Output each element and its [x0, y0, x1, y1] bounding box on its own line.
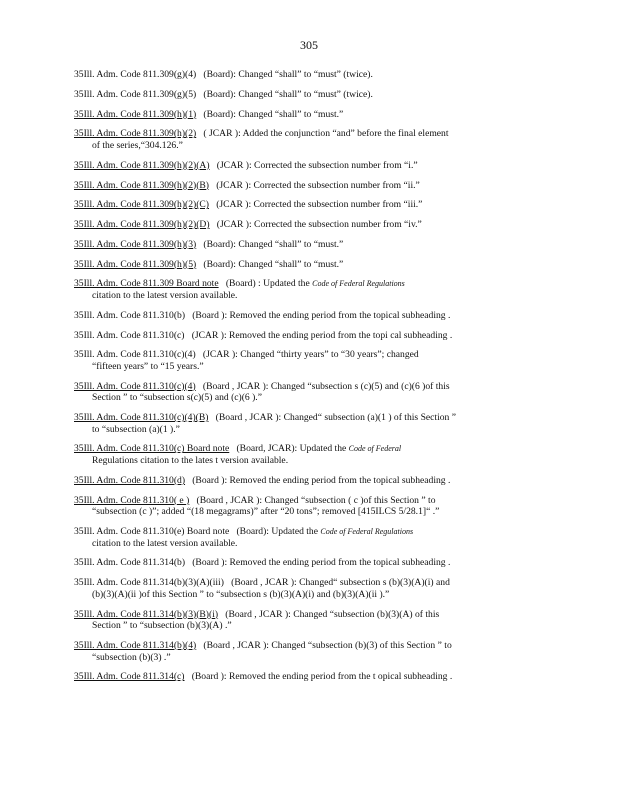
entry-description: (Board , JCAR ): Changed “subsection (b)(3)(A) of this	[225, 608, 440, 620]
entry-citation: 35Ill. Adm. Code 811.310(e) Board note	[74, 526, 230, 537]
amendment-entry	[74, 526, 544, 549]
amendment-entry	[74, 278, 544, 301]
amendment-entry	[74, 160, 544, 172]
entry-continuation: citation to the latest version available.	[92, 537, 238, 549]
entry-first-line	[74, 526, 544, 538]
entry-description: (Board , JCAR ): Changed “subsection (b)(3) of this Section ” to	[203, 639, 452, 651]
entry-citation: 35Ill. Adm. Code 811.314(b)	[74, 557, 186, 569]
entry-description: (Board, JCAR): Updated the	[236, 443, 347, 455]
entry-description: (Board , JCAR ): Changed“ subsection (a)(1 ) of this Section ”	[215, 412, 456, 424]
entry-first-line	[74, 381, 544, 393]
entry-first-line	[74, 180, 544, 192]
entry-description: (Board ): Removed the ending period from the topical subheading .	[192, 474, 451, 486]
entries-list	[74, 69, 544, 691]
entry-citation: 35Ill. Adm. Code 811.310(c)	[74, 329, 185, 341]
entry-first-line	[74, 259, 544, 271]
entry-citation: 35Ill. Adm. Code 811.310( e )	[74, 494, 190, 506]
entry-citation: 35Ill. Adm. Code 811.310(c)(4)	[74, 349, 196, 361]
entry-first-line	[74, 128, 544, 140]
amendment-entry	[74, 349, 544, 372]
entry-citation: 35Ill. Adm. Code 811.309(h)(2)(A)	[74, 159, 210, 171]
entry-first-line	[74, 219, 544, 231]
entry-citation: 35Ill. Adm. Code 811.310(c) Board note	[74, 443, 230, 455]
entry-description: (JCAR ): Corrected the subsection number from “ii.”	[216, 179, 420, 191]
entry-description: (Board ): Removed the ending period from the topical subheading .	[192, 309, 451, 321]
entry-citation: 35Ill. Adm. Code 811.310(c)(4)	[74, 380, 196, 392]
entry-description: (Board ): Removed the ending period from the t opical subheading .	[191, 671, 453, 683]
entry-continuation: “subsection (c )”; added “(18 megagrams)” after “20 tons”; removed [415ILCS 5/28.1]“ .”	[92, 506, 440, 518]
entry-continuation: Section ” to “subsection (b)(3)(A) .”	[92, 620, 232, 632]
entry-first-line	[74, 310, 544, 322]
entry-description: (JCAR ): Corrected the subsection number from “iii.”	[216, 199, 423, 211]
entry-citation: 35Ill. Adm. Code 811.309(h)(1)	[74, 108, 197, 120]
entry-citation: 35Ill. Adm. Code 811.310(d)	[74, 474, 186, 486]
amendment-entry	[74, 577, 544, 600]
entry-first-line	[74, 239, 544, 251]
amendment-entry	[74, 89, 544, 101]
entry-first-line	[74, 330, 544, 342]
entry-description: (Board ): Removed the ending period from the topical subheading .	[192, 557, 451, 569]
amendment-entry	[74, 443, 544, 466]
entry-first-line	[74, 278, 544, 290]
amendment-entry	[74, 180, 544, 192]
entry-first-line	[74, 412, 544, 424]
amendment-entry	[74, 475, 544, 487]
entry-description: (Board): Changed “shall” to “must” (twice).	[203, 69, 373, 80]
amendment-entry	[74, 557, 544, 569]
entry-citation: 35Ill. Adm. Code 811.310(b)	[74, 309, 186, 321]
entry-first-line	[74, 199, 544, 211]
entry-description: (Board): Updated the	[236, 526, 318, 537]
entry-description: (JCAR ): Corrected the subsection number from “iv.”	[216, 219, 422, 231]
entry-continuation: citation to the latest version available.	[92, 290, 238, 301]
amendment-entry	[74, 640, 544, 663]
page-number: 305	[300, 38, 318, 52]
entry-citation: 35Ill. Adm. Code 811.309 Board note	[74, 278, 219, 290]
entry-description: (JCAR ): Removed the ending period from the topi cal subheading .	[191, 329, 453, 341]
amendment-entry	[74, 495, 544, 518]
entry-italic-title: Code of Federal Regulations	[312, 279, 405, 289]
entry-continuation: “subsection (b)(3) .”	[92, 651, 171, 663]
entry-italic-title: Code of Federal	[348, 444, 402, 454]
entry-citation: 35Ill. Adm. Code 811.309(h)(5)	[74, 258, 197, 270]
entry-description: (Board): Changed “shall” to “must.”	[203, 258, 344, 270]
amendment-entry	[74, 609, 544, 632]
entry-description: (Board , JCAR ): Changed“ subsection s (b)(3)(A)(i) and	[231, 577, 450, 589]
entry-description: (Board): Changed “shall” to “must.”	[203, 238, 344, 250]
amendment-entry	[74, 128, 544, 151]
entry-description: ( JCAR ): Added the conjunction “and” before the final element	[203, 128, 449, 140]
entry-first-line	[74, 577, 544, 589]
entry-first-line	[74, 475, 544, 487]
amendment-entry	[74, 259, 544, 271]
entry-citation: 35Ill. Adm. Code 811.314(b)(3)(B)(i)	[74, 608, 219, 620]
entry-citation: 35Ill. Adm. Code 811.309(h)(3)	[74, 238, 197, 250]
amendment-entry	[74, 310, 544, 322]
entry-citation: 35Ill. Adm. Code 811.310(c)(4)(B)	[74, 412, 209, 424]
amendment-entry	[74, 109, 544, 121]
entry-continuation: Section ” to “subsection s(c)(5) and (c)(6 ).”	[92, 392, 262, 404]
amendment-entry	[74, 69, 544, 81]
amendment-entry	[74, 330, 544, 342]
entry-first-line	[74, 609, 544, 621]
entry-first-line	[74, 495, 544, 507]
entry-description: (JCAR ): Corrected the subsection number from “i.”	[216, 159, 418, 171]
entry-citation: 35Ill. Adm. Code 811.309(h)(2)(C)	[74, 199, 210, 211]
entry-citation: 35Ill. Adm. Code 811.309(h)(2)(D)	[74, 219, 210, 231]
entry-description: (JCAR ): Changed “thirty years” to “30 years”; changed	[202, 349, 419, 361]
entry-citation: 35Ill. Adm. Code 811.309(h)(2)	[74, 128, 197, 140]
entry-continuation: to “subsection (a)(1 ).”	[92, 423, 180, 435]
entry-first-line	[74, 89, 544, 101]
entry-citation: 35Ill. Adm. Code 811.314(b)(3)(A)(iii)	[74, 577, 224, 589]
entry-first-line	[74, 160, 544, 172]
entry-citation: 35Ill. Adm. Code 811.309(g)(5)	[74, 88, 197, 100]
amendment-entry	[74, 381, 544, 404]
entry-first-line	[74, 69, 544, 81]
entry-description: (Board , JCAR ): Changed “subsection ( c )of this Section ” to	[196, 494, 436, 506]
entry-first-line	[74, 443, 544, 455]
entry-first-line	[74, 109, 544, 121]
entry-continuation: of the series,“304.126.”	[92, 139, 183, 151]
entry-first-line	[74, 557, 544, 569]
amendment-entry	[74, 671, 544, 683]
amendment-entry	[74, 412, 544, 435]
amendment-entry	[74, 199, 544, 211]
entry-description: (Board) : Updated the	[225, 278, 310, 290]
entry-italic-title: Code of Federal Regulations	[320, 527, 414, 536]
entry-description: (Board , JCAR ): Changed “subsection s (c)(5) and (c)(6 )of this	[202, 380, 450, 392]
entry-continuation: “fifteen years” to “15 years.”	[92, 360, 204, 372]
entry-citation: 35Ill. Adm. Code 811.309(g)(4)	[74, 69, 197, 80]
entry-description: (Board): Changed “shall” to “must” (twice).	[203, 88, 373, 100]
entry-citation: 35Ill. Adm. Code 811.314(b)(4)	[74, 639, 197, 651]
entry-continuation: (b)(3)(A)(ii )of this Section ” to “subsection s (b)(3)(A)(i) and (b)(3)(A)(ii ).”	[92, 588, 390, 600]
amendment-entry	[74, 239, 544, 251]
entry-continuation: Regulations citation to the lates t version available.	[92, 455, 289, 467]
entry-citation: 35Ill. Adm. Code 811.309(h)(2)(B)	[74, 179, 210, 191]
entry-first-line	[74, 640, 544, 652]
amendment-entry	[74, 219, 544, 231]
entry-description: (Board): Changed “shall” to “must.”	[203, 108, 344, 120]
entry-first-line	[74, 349, 544, 361]
entry-first-line	[74, 671, 544, 683]
entry-citation: 35Ill. Adm. Code 811.314(c)	[74, 671, 185, 683]
